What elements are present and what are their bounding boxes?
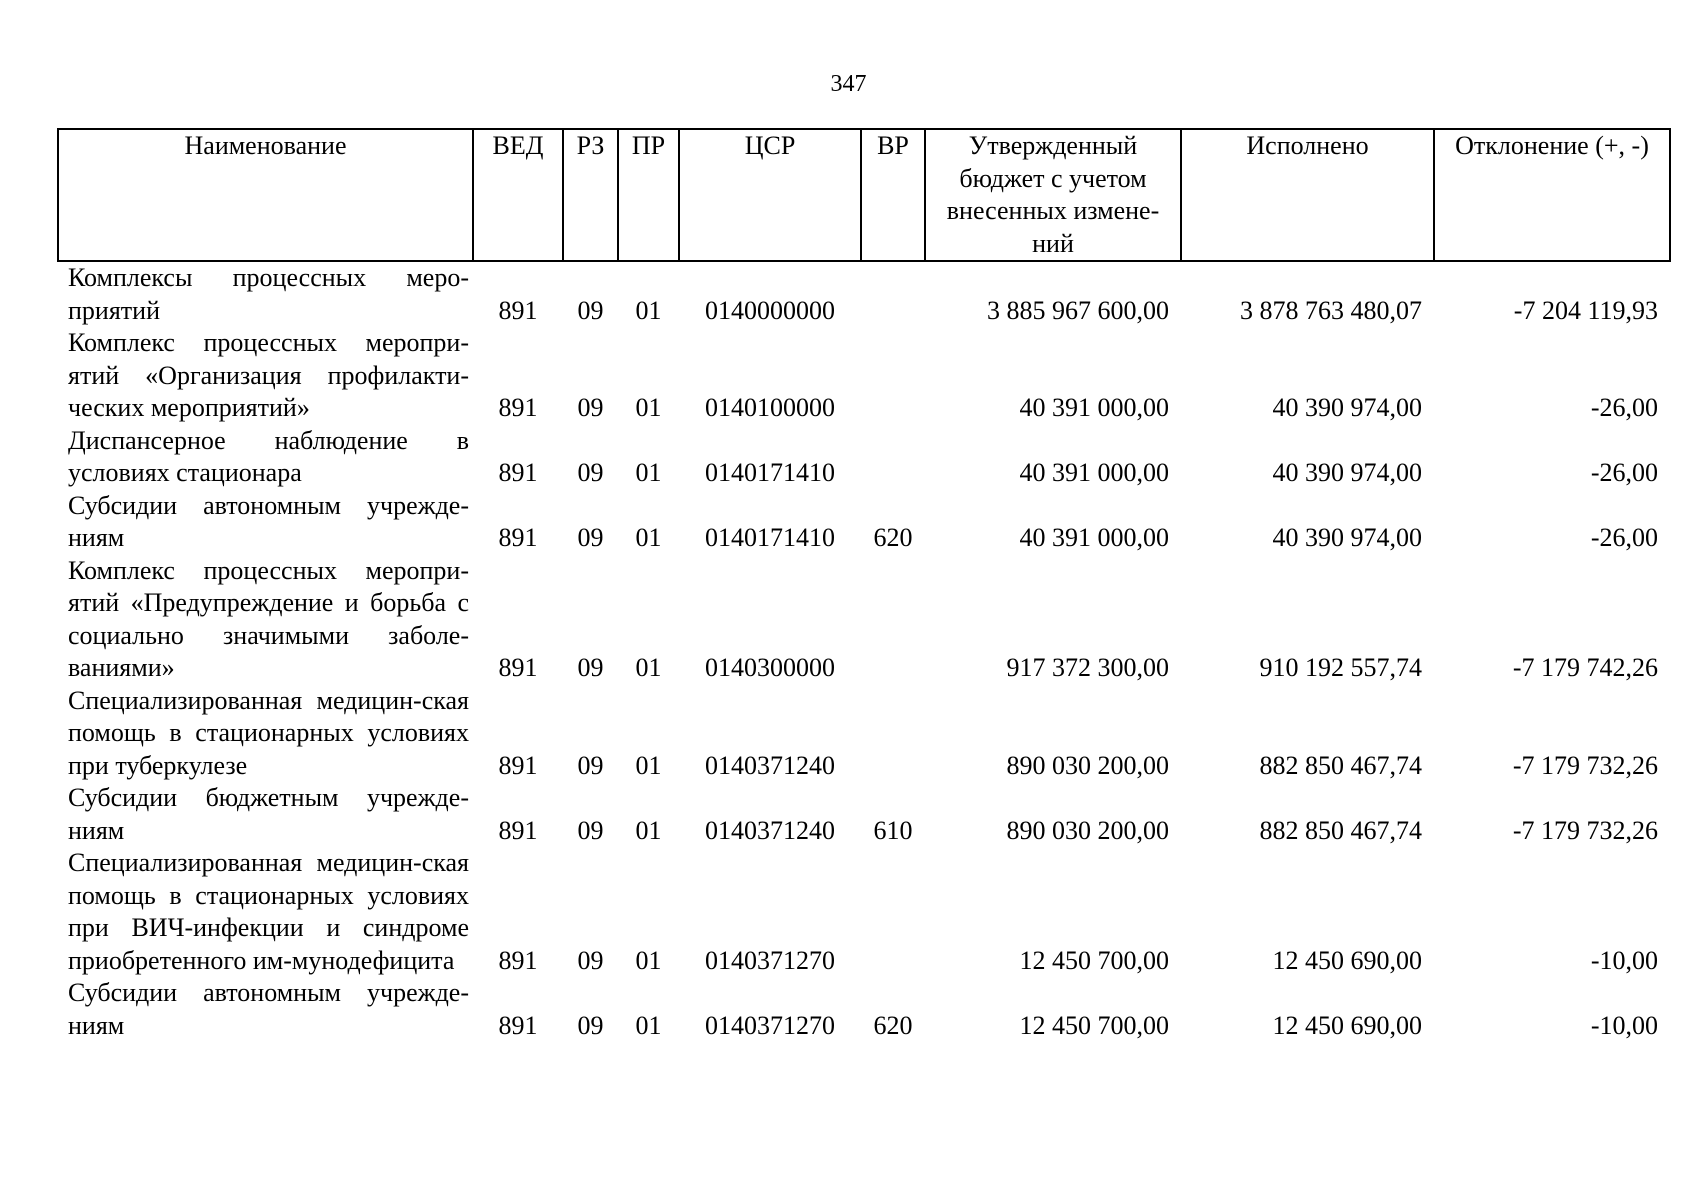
- cell-csr: 0140371240: [705, 750, 835, 780]
- cell-approved: 12 450 700,00: [1019, 1010, 1169, 1040]
- cell-executed: 882 850 467,74: [1259, 815, 1422, 845]
- cell-ved: 891: [498, 458, 538, 487]
- cell-vr: [861, 685, 925, 783]
- cell-vr: 610: [873, 815, 913, 845]
- cell-ved: 891: [498, 750, 538, 780]
- cell-approved: 3 885 967 600,00: [987, 295, 1169, 325]
- cell-name: Специализированная медицин-ская помощь в стационарных условиях при ВИЧ-инфекции и синдроме приобретенного им-мунодефицита: [68, 848, 469, 975]
- cell-csr: 0140000000: [705, 295, 835, 325]
- cell-executed: 40 390 974,00: [1272, 523, 1422, 552]
- header-deviation: Отклонение (+, -): [1434, 129, 1670, 261]
- cell-name: Субсидии автономным учрежде-ниям: [68, 978, 469, 1040]
- cell-executed: 3 878 763 480,07: [1240, 295, 1422, 325]
- cell-csr: 0140371270: [705, 1010, 835, 1040]
- cell-deviation: -7 179 742,26: [1512, 653, 1658, 682]
- table-row: [58, 490, 1670, 555]
- page-number: 347: [830, 71, 867, 97]
- cell-rz: 09: [577, 750, 604, 780]
- cell-executed: 40 390 974,00: [1272, 458, 1422, 487]
- table-body: [58, 261, 1670, 1042]
- cell-pr: 01: [635, 1010, 662, 1040]
- table-row: [58, 685, 1670, 783]
- cell-executed: 40 390 974,00: [1272, 393, 1422, 422]
- cell-csr: 0140371270: [705, 945, 835, 975]
- cell-pr: 01: [635, 945, 662, 975]
- cell-csr: 0140100000: [705, 393, 835, 422]
- cell-vr: 620: [873, 1010, 913, 1040]
- cell-rz: 09: [577, 653, 604, 682]
- cell-approved: 12 450 700,00: [1019, 945, 1169, 975]
- cell-name: Комплекс процессных меропри-ятий «Предупреждение и борьба с социально значимыми заболе-ваниями»: [68, 555, 469, 682]
- cell-rz: 09: [577, 523, 604, 552]
- cell-approved: 890 030 200,00: [1006, 750, 1169, 780]
- header-vr: ВР: [861, 129, 925, 261]
- cell-vr: 620: [873, 523, 913, 552]
- cell-approved: 890 030 200,00: [1006, 815, 1169, 845]
- cell-approved: 917 372 300,00: [1006, 653, 1169, 682]
- cell-name: Комплекс процессных меропри-ятий «Организация профилакти-ческих мероприятий»: [68, 328, 469, 422]
- cell-pr: 01: [635, 523, 662, 552]
- table-row: [58, 327, 1670, 425]
- header-csr: ЦСР: [679, 129, 861, 261]
- cell-executed: 910 192 557,74: [1259, 653, 1422, 682]
- header-ved: ВЕД: [473, 129, 563, 261]
- header-name: Наименование: [58, 129, 473, 261]
- cell-pr: 01: [635, 393, 662, 422]
- cell-approved: 40 391 000,00: [1019, 458, 1169, 487]
- cell-rz: 09: [577, 458, 604, 487]
- cell-ved: 891: [498, 393, 538, 422]
- cell-executed: 12 450 690,00: [1272, 1010, 1422, 1040]
- cell-rz: 09: [577, 815, 604, 845]
- cell-ved: 891: [498, 523, 538, 552]
- budget-table: [57, 128, 1671, 1042]
- cell-deviation: -26,00: [1590, 393, 1658, 422]
- table-row: [58, 425, 1670, 490]
- table-row: [58, 555, 1670, 685]
- cell-pr: 01: [635, 458, 662, 487]
- cell-vr: [861, 555, 925, 685]
- header-pr: ПР: [618, 129, 679, 261]
- header-executed: Исполнено: [1181, 129, 1434, 261]
- cell-ved: 891: [498, 815, 538, 845]
- cell-name: Субсидии бюджетным учрежде-ниям: [68, 783, 469, 845]
- cell-name: Диспансерное наблюдение в условиях стационара: [68, 425, 469, 487]
- cell-vr: [861, 261, 925, 327]
- cell-rz: 09: [577, 393, 604, 422]
- cell-pr: 01: [635, 815, 662, 845]
- cell-approved: 40 391 000,00: [1019, 523, 1169, 552]
- cell-ved: 891: [498, 945, 538, 975]
- cell-csr: 0140171410: [705, 523, 835, 552]
- cell-name: Комплексы процессных меро-приятий: [68, 263, 469, 325]
- table-header: [58, 129, 1670, 261]
- cell-executed: 12 450 690,00: [1272, 945, 1422, 975]
- cell-deviation: -7 204 119,93: [1513, 295, 1658, 325]
- cell-rz: 09: [577, 295, 604, 325]
- cell-rz: 09: [577, 1010, 604, 1040]
- cell-pr: 01: [635, 750, 662, 780]
- header-rz: РЗ: [563, 129, 618, 261]
- cell-deviation: -26,00: [1590, 523, 1658, 552]
- cell-csr: 0140371240: [705, 815, 835, 845]
- cell-ved: 891: [498, 653, 538, 682]
- table-row: [58, 261, 1670, 327]
- table-row: [58, 847, 1670, 977]
- header-approved: Утвержденный бюджет с учетом внесенных измене-ний: [925, 129, 1181, 261]
- cell-vr: [861, 327, 925, 425]
- cell-name: Субсидии автономным учрежде-ниям: [68, 490, 469, 552]
- cell-vr: [861, 847, 925, 977]
- cell-csr: 0140171410: [705, 458, 835, 487]
- cell-pr: 01: [635, 653, 662, 682]
- cell-vr: [861, 425, 925, 490]
- cell-ved: 891: [498, 1010, 538, 1040]
- cell-rz: 09: [577, 945, 604, 975]
- cell-deviation: -7 179 732,26: [1512, 815, 1658, 845]
- cell-deviation: -10,00: [1590, 1010, 1658, 1040]
- cell-pr: 01: [635, 295, 662, 325]
- cell-approved: 40 391 000,00: [1019, 393, 1169, 422]
- table-row: [58, 782, 1670, 847]
- cell-ved: 891: [498, 295, 538, 325]
- cell-deviation: -10,00: [1590, 945, 1658, 975]
- table-row: [58, 977, 1670, 1042]
- cell-deviation: -26,00: [1590, 458, 1658, 487]
- cell-deviation: -7 179 732,26: [1512, 750, 1658, 780]
- cell-name: Специализированная медицин-ская помощь в стационарных условиях при туберкулезе: [68, 685, 469, 780]
- cell-csr: 0140300000: [705, 653, 835, 682]
- cell-executed: 882 850 467,74: [1259, 750, 1422, 780]
